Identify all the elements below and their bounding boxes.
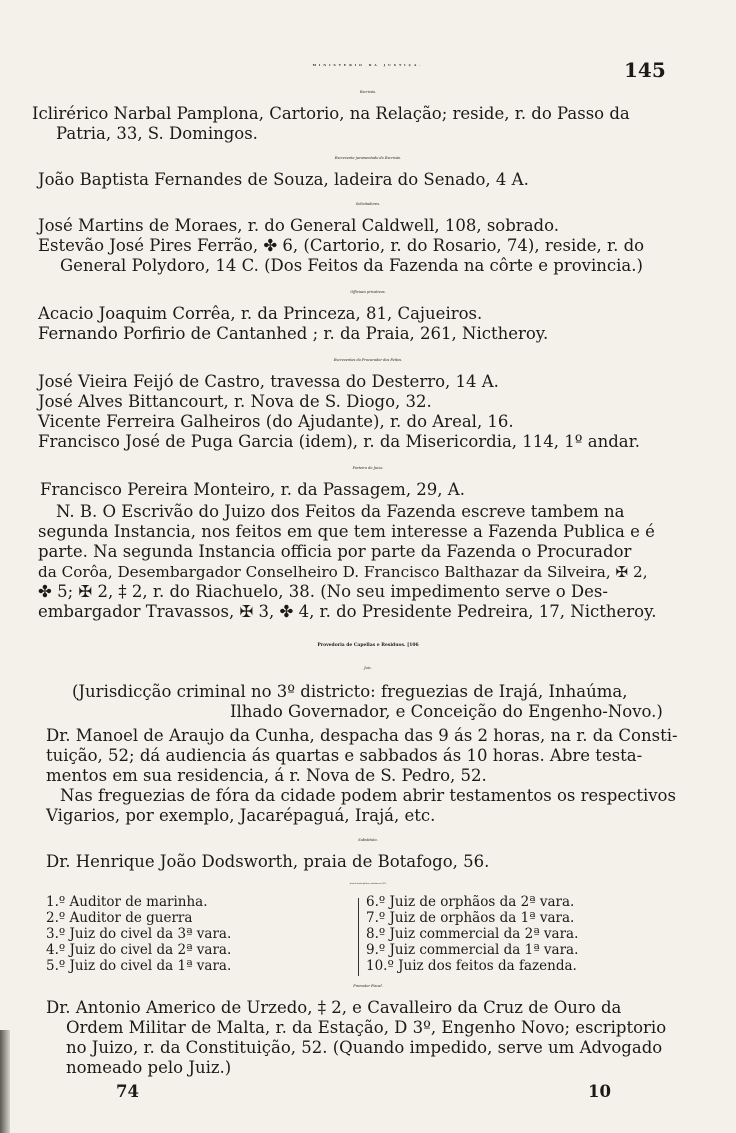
text-line: N. B. O Escrivão do Juizo dos Feitos da Fazenda escreve tambem na — [56, 502, 625, 521]
signature-mark-left: 74 — [116, 1082, 139, 1101]
text-line: (Jurisdicção criminal no 3º districto: freguezias de Irajá, Inhaúma, — [72, 682, 628, 701]
signature-mark-right: 10 — [588, 1082, 611, 1101]
heading-officiaes: Officiaes privativos. — [350, 290, 386, 294]
text-line: Acacio Joaquim Corrêa, r. da Princeza, 81, Cajueiros. — [38, 304, 483, 323]
text-line: Ordem Militar de Malta, r. da Estação, D 3º, Engenho Novo; escriptorio — [66, 1018, 667, 1037]
text-line: Vigarios, por exemplo, Jacarépaguá, Irajá, etc. — [46, 806, 436, 825]
text-line: Francisco Pereira Monteiro, r. da Passagem, 29, A. — [40, 480, 465, 499]
text-line: Patria, 33, S. Domingos. — [56, 124, 258, 143]
text-line: Estevão José Pires Ferrão, ✤ 6, (Cartorio, r. do Rosario, 74), reside, r. do — [38, 236, 645, 255]
list-item: 10.º Juiz dos feitos da fazenda. — [366, 958, 577, 974]
text-line: Dr. Antonio Americo de Urzedo, ‡ 2, e Cavalleiro da Cruz de Ouro da — [46, 998, 622, 1017]
heading-escrivao: Escrivão. — [359, 90, 377, 94]
text-line: José Vieira Feijó de Castro, travessa do Desterro, 14 A. — [38, 372, 499, 391]
list-item: 7.º Juiz de orphãos da 1ª vara. — [366, 910, 575, 926]
text-line: segunda Instancia, nos feitos em que tem interesse a Fazenda Publica e é — [38, 522, 655, 541]
text-line: parte. Na segunda Instancia officia por parte da Fazenda o Procurador — [38, 542, 632, 561]
text-line: nomeado pelo Juiz.) — [66, 1058, 232, 1077]
text-line: mentos em sua residencia, á r. Nova de S. Pedro, 52. — [46, 766, 487, 785]
list-item: 4.º Juiz do civel da 2ª vara. — [46, 942, 232, 958]
page-header: MINISTERIO DA JUSTIÇA. — [312, 63, 424, 67]
heading-porteiro: Porteiro do Juizo. — [352, 466, 384, 470]
column-divider — [358, 898, 359, 976]
text-line: Fernando Porfirio de Cantanhed ; r. da Praia, 261, Nictheroy. — [38, 324, 549, 343]
text-line: embargador Travassos, ✠ 3, ✤ 4, r. do Presidente Pedreira, 17, Nictheroy. — [38, 602, 657, 621]
text-line: no Juizo, r. da Constituição, 52. (Quando impedido, serve um Advogado — [66, 1038, 663, 1057]
page-number: 145 — [624, 58, 666, 82]
text-line: Iclirérico Narbal Pamplona, Cartorio, na Relação; reside, r. do Passo da — [32, 104, 630, 123]
text-line: General Polydoro, 14 C. (Dos Feitos da Fazenda na côrte e provincia.) — [60, 256, 643, 275]
text-line: Dr. Henrique João Dodsworth, praia de Botafogo, 56. — [46, 852, 490, 871]
list-item: 1.º Auditor de marinha. — [46, 894, 208, 910]
page-edge-shadow — [0, 1030, 10, 1133]
list-item: 2.º Auditor de guerra — [46, 910, 193, 926]
list-item: 9.º Juiz commercial da 1ª vara. — [366, 942, 579, 958]
text-line: Vicente Ferreira Galheiros (do Ajudante), r. do Areal, 16. — [38, 412, 514, 431]
text-line: ✤ 5; ✠ 2, ‡ 2, r. do Riachuelo, 38. (No seu impedimento serve o Des- — [38, 582, 608, 601]
list-item: 8.º Juiz commercial da 2ª vara. — [366, 926, 579, 942]
text-line: da Corôa, Desembargador Conselheiro D. Francisco Balthazar da Silveira, ✠ 2, — [38, 563, 648, 581]
heading-promotor: Promotor Fiscal. — [353, 984, 383, 988]
text-line: Dr. Manoel de Araujo da Cunha, despacha das 9 ás 2 horas, na r. da Consti- — [46, 726, 678, 745]
text-line: tuição, 52; dá audiencia ás quartas e sabbados ás 10 horas. Abre testa- — [46, 746, 643, 765]
list-item: 6.º Juiz de orphãos da 2ª vara. — [366, 894, 575, 910]
heading-escrevente: Escrevente juramentado do Escrivão. — [334, 156, 402, 160]
heading-solicitadores: Solicitadores. — [355, 202, 381, 206]
section-title: Provedoria de Capellas e Residuos. [106 — [317, 643, 419, 648]
list-item: 3.º Juiz do civel da 3ª vara. — [46, 926, 232, 942]
heading-substituto: Substituto. — [358, 838, 378, 842]
heading-juiz: Juiz. — [364, 666, 372, 670]
text-line: Francisco José de Puga Garcia (idem), r. da Misericordia, 114, 1º andar. — [38, 432, 640, 451]
text-line: Nas freguezias de fóra da cidade podem abrir testamentos os respectivos — [60, 786, 676, 805]
text-line: João Baptista Fernandes de Souza, ladeira do Senado, 4 A. — [38, 170, 529, 189]
text-line: José Alves Bittancourt, r. Nova de S. Diogo, 32. — [38, 392, 432, 411]
heading-juizes: Juizes de direito effectivos, substitutos em 1874. — [349, 884, 387, 885]
list-item: 5.º Juiz do civel da 1ª vara. — [46, 958, 232, 974]
heading-escreventes-procurador: Escreventes do Procurador dos Feitos. — [333, 358, 403, 362]
text-line: José Martins de Moraes, r. do General Caldwell, 108, sobrado. — [38, 216, 559, 235]
text-line: Ilhado Governador, e Conceição do Engenho-Novo.) — [230, 702, 663, 721]
